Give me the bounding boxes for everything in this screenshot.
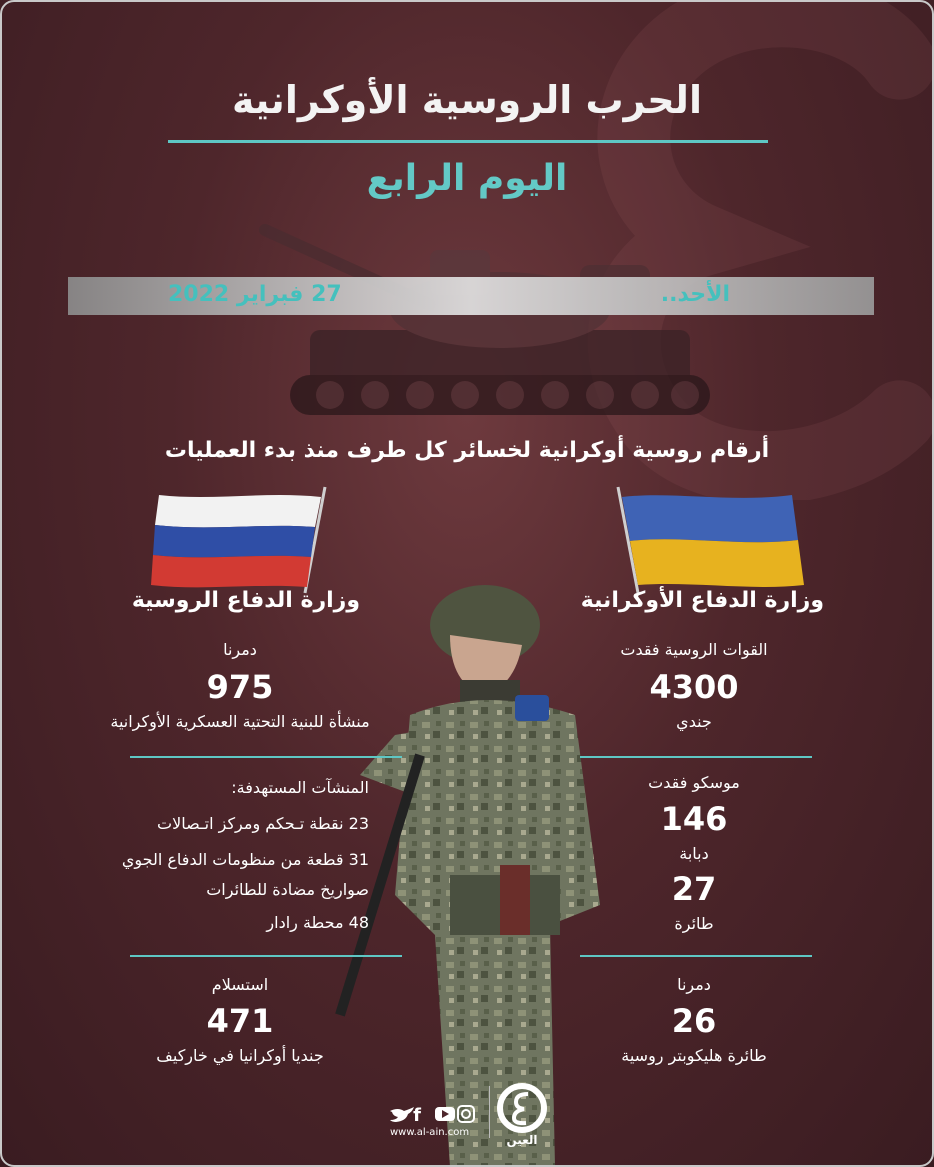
ua-block2-unit2: طائرة <box>674 914 714 933</box>
ua-block3-unit: طائرة هليكوبتر روسية <box>621 1046 767 1065</box>
ru-divider-2 <box>130 955 402 957</box>
ua-block3-value: 26 <box>671 1002 717 1040</box>
svg-text:f: f <box>413 1105 421 1125</box>
ru-target-item: صواريخ مضادة للطائرات <box>206 880 369 899</box>
ru-target-item: 48 محطة رادار <box>266 913 369 932</box>
ru-block2-label: المنشآت المستهدفة: <box>231 778 369 797</box>
ua-block1-value: 4300 <box>649 668 739 706</box>
ua-block3-label: دمرنا <box>677 975 711 994</box>
tank-image <box>250 210 730 440</box>
ru-target-item: 31 قطعة من منظومات الدفاع الجوي <box>121 850 369 869</box>
ua-block2-value2: 27 <box>671 870 717 908</box>
ua-divider-1 <box>580 756 812 758</box>
title-divider <box>168 140 768 143</box>
brand-name: العين <box>506 1133 538 1147</box>
ru-block1-label: دمرنا <box>223 640 257 659</box>
footer-divider <box>489 1086 490 1138</box>
ru-block1-unit: منشأة للبنية التحتية العسكرية الأوكرانية <box>110 712 370 731</box>
ua-block2-unit1: دبابة <box>679 844 709 863</box>
intro-text: أرقام روسية أوكرانية لخسائر كل طرف منذ بدء العمليات <box>164 438 770 463</box>
ru-block3-label: استسلام <box>211 975 269 994</box>
ru-target-item: 23 نقطة تـحكم ومركز اتـصالات <box>157 814 369 833</box>
ukraine-heading: وزارة الدفاع الأوكرانية <box>580 588 824 613</box>
ua-divider-2 <box>580 955 812 957</box>
russia-heading: وزارة الدفاع الروسية <box>131 588 360 613</box>
youtube-icon[interactable] <box>435 1107 455 1121</box>
ua-block2-value1: 146 <box>660 800 728 838</box>
ru-divider-1 <box>130 756 402 758</box>
facebook-icon[interactable] <box>413 1105 421 1125</box>
ru-block3-value: 471 <box>206 1002 274 1040</box>
footer-url[interactable]: www.al-ain.com <box>390 1127 470 1138</box>
instagram-icon[interactable] <box>458 1106 474 1122</box>
ru-block3-unit: جنديا أوكرانيا في خاركيف <box>156 1046 324 1065</box>
soldier-image <box>300 575 630 1167</box>
ua-block1-unit: جندي <box>676 712 712 731</box>
social-icons <box>388 1103 488 1125</box>
ua-block2-label: موسكو فقدت <box>648 773 740 792</box>
twitter-icon[interactable] <box>390 1107 414 1122</box>
date-full: 27 فبراير 2022 <box>168 282 342 307</box>
date-day: الأحد.. <box>660 282 730 307</box>
page-subtitle: اليوم الرابع <box>366 158 568 199</box>
ru-block1-value: 975 <box>206 668 274 706</box>
ua-block1-label: القوات الروسية فقدت <box>620 640 768 659</box>
ukraine-flag-icon <box>612 485 812 595</box>
page-title: الحرب الروسية الأوكرانية <box>232 78 702 122</box>
